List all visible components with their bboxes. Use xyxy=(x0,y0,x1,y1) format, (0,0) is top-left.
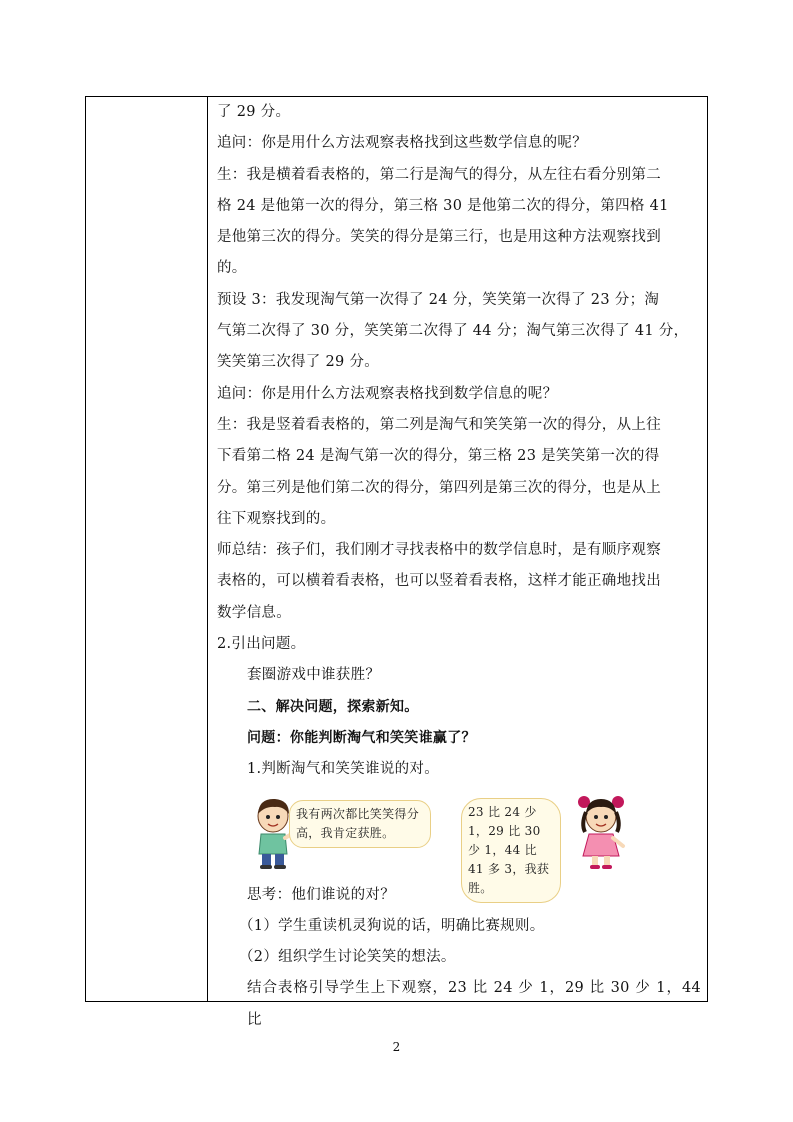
text-line: 预设 3：我发现淘气第一次得了 24 分，笑笑第一次得了 23 分；淘 xyxy=(217,291,660,308)
text-line: 数学信息。 xyxy=(217,604,291,621)
question-line: 套圈游戏中谁获胜？ xyxy=(247,667,381,684)
text-line: 追问：你是用什么方法观察表格找到数学信息的呢？ xyxy=(217,385,558,402)
lesson-table xyxy=(85,96,708,1028)
text-line: 笑笑第三次得了 29 分。 xyxy=(217,354,380,371)
boy-speech-bubble: 我有两次都比笑笑得分高，我肯定获胜。 xyxy=(289,800,431,848)
sub-step-1: （1）学生重读机灵狗说的话，明确比赛规则。 xyxy=(239,917,545,934)
section-heading: 二、解决问题，探索新知。 xyxy=(247,698,419,715)
girl-speech-bubble: 23 比 24 少 1，29 比 30 少 1，44 比 41 多 3，我获胜。 xyxy=(461,798,561,903)
text-line: 了 29 分。 xyxy=(217,104,291,120)
think-line: 思考：他们谁说的对？ xyxy=(247,886,395,903)
text-line: 气第二次得了 30 分，笑笑第二次得了 44 分；淘气第三次得了 41 分， xyxy=(217,323,689,340)
text-line: 的。 xyxy=(217,260,247,277)
text-line: 往下观察找到的。 xyxy=(217,510,336,527)
text-line: 下看第二格 24 是淘气第一次的得分，第三格 23 是笑笑第一次的得 xyxy=(217,448,660,465)
left-column-cell xyxy=(86,97,208,1001)
text-line: 生：我是竖着看表格的，第二列是淘气和笑笑第一次的得分，从上往 xyxy=(217,416,661,433)
text-line: 师总结：孩子们，我们刚才寻找表格中的数学信息时，是有顺序观察 xyxy=(217,542,661,559)
problem-heading: 问题：你能判断淘气和笑笑谁赢了？ xyxy=(247,729,476,746)
sub-step-2: （2）组织学生讨论笑笑的想法。 xyxy=(239,949,456,966)
page-number: 2 xyxy=(392,1040,401,1054)
text-line: 分。第三列是他们第二次的得分，第四列是第三次的得分，也是从上 xyxy=(217,479,661,496)
text-line: 追问：你是用什么方法观察表格找到这些数学信息的呢？ xyxy=(217,135,587,152)
text-line: 2.引出问题。 xyxy=(217,636,306,653)
text-line: 生：我是横着看表格的，第二行是淘气的得分，从左往右看分别第二 xyxy=(217,166,661,183)
step-line: 1.判断淘气和笑笑谁说的对。 xyxy=(247,761,440,778)
girl-icon xyxy=(575,794,627,870)
content-cell xyxy=(217,97,701,1036)
text-line: 是他第三次的得分。笑笑的得分是第三行，也是用这种方法观察找到 xyxy=(217,229,661,246)
text-line: 结合表格引导学生上下观察，23 比 24 少 1，29 比 30 少 1，44 比 xyxy=(247,980,701,1028)
text-line: 表格的，可以横着看表格，也可以竖着看表格，这样才能正确地找出 xyxy=(217,573,661,590)
text-line: 格 24 是他第一次的得分，第三格 30 是他第二次的得分，第四格 41 xyxy=(217,197,669,214)
